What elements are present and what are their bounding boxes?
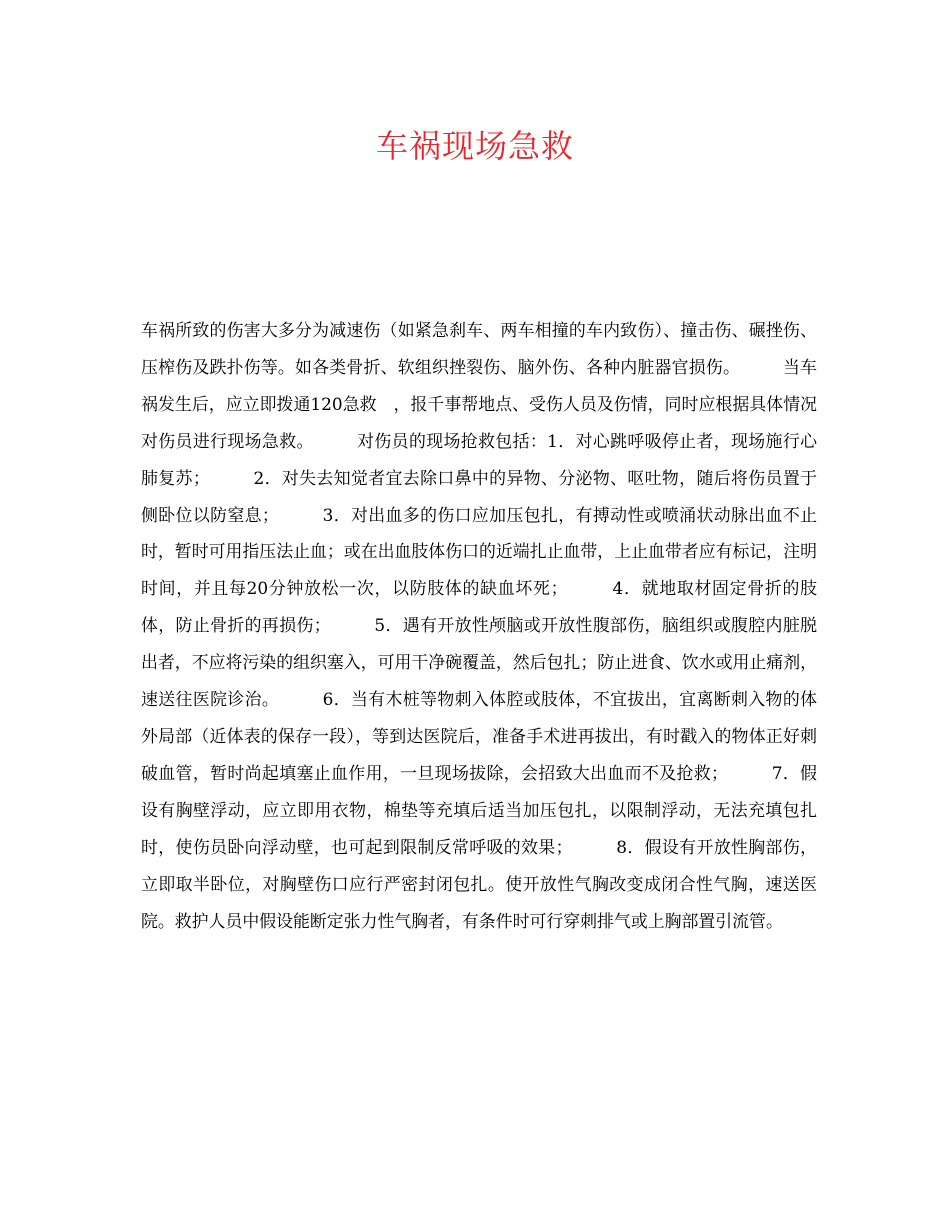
document-body: 车祸所致的伤害大多分为减速伤（如紧急刹车、两车相撞的车内致伤）、撞击伤、碾挫伤、压榨伤及跌扑伤等。如各类骨折、软组织挫裂伤、脑外伤、各种内脏器官损伤。 当车祸发生后，应立即拨通120急救 ，报千事帮地点、受伤人员及伤情，同时应根据具体情况对伤员进行现场急救。 对伤员的现场抢救包括：1．对心跳呼吸停止者，现场施行心肺复苏； 2．对失去知觉者宜去除口鼻中的异物、分泌物、呕吐物，随后将伤员置于侧卧位以防窒息； 3．对出血多的伤口应加压包扎，有搏动性或喷涌状动脉出血不止时，暂时可用指压法止血；或在出血肢体伤口的近端扎止血带，上止血带者应有标记，注明时间，并且每20分钟放松一次，以防肢体的缺血坏死； 4．就地取材固定骨折的肢体，防止骨折的再损伤； 5．遇有开放性颅脑或开放性腹部伤，脑组织或腹腔内脏脱出者，不应将污染的组织塞入，可用干净碗覆盖，然后包扎；防止进食、饮水或用止痛剂，速送往医院诊治。 6．当有木桩等物刺入体腔或肢体，不宜拔出，宜离断刺入物的体外局部（近体表的保存一段），等到达医院后，准备手术进再拔出，有时戳入的物体正好刺破血管，暂时尚起填塞止血作用，一旦现场拔除，会招致大出血而不及抢救； 7．假设有胸壁浮动，应立即用衣物，棉垫等充填后适当加压包扎，以限制浮动，无法充填包扎时，使伤员卧向浮动壁，也可起到限制反常呼吸的效果； 8．假设有开放性胸部伤，立即取半卧位，对胸壁伤口应行严密封闭包扎。使开放性气胸改变成闭合性气胸，速送医院。救护人员中假设能断定张力性气胸者，有条件时可行穿刺排气或上胸部置引流管。 (141, 320, 817, 931)
document-title: 车祸现场急救 (375, 127, 574, 165)
